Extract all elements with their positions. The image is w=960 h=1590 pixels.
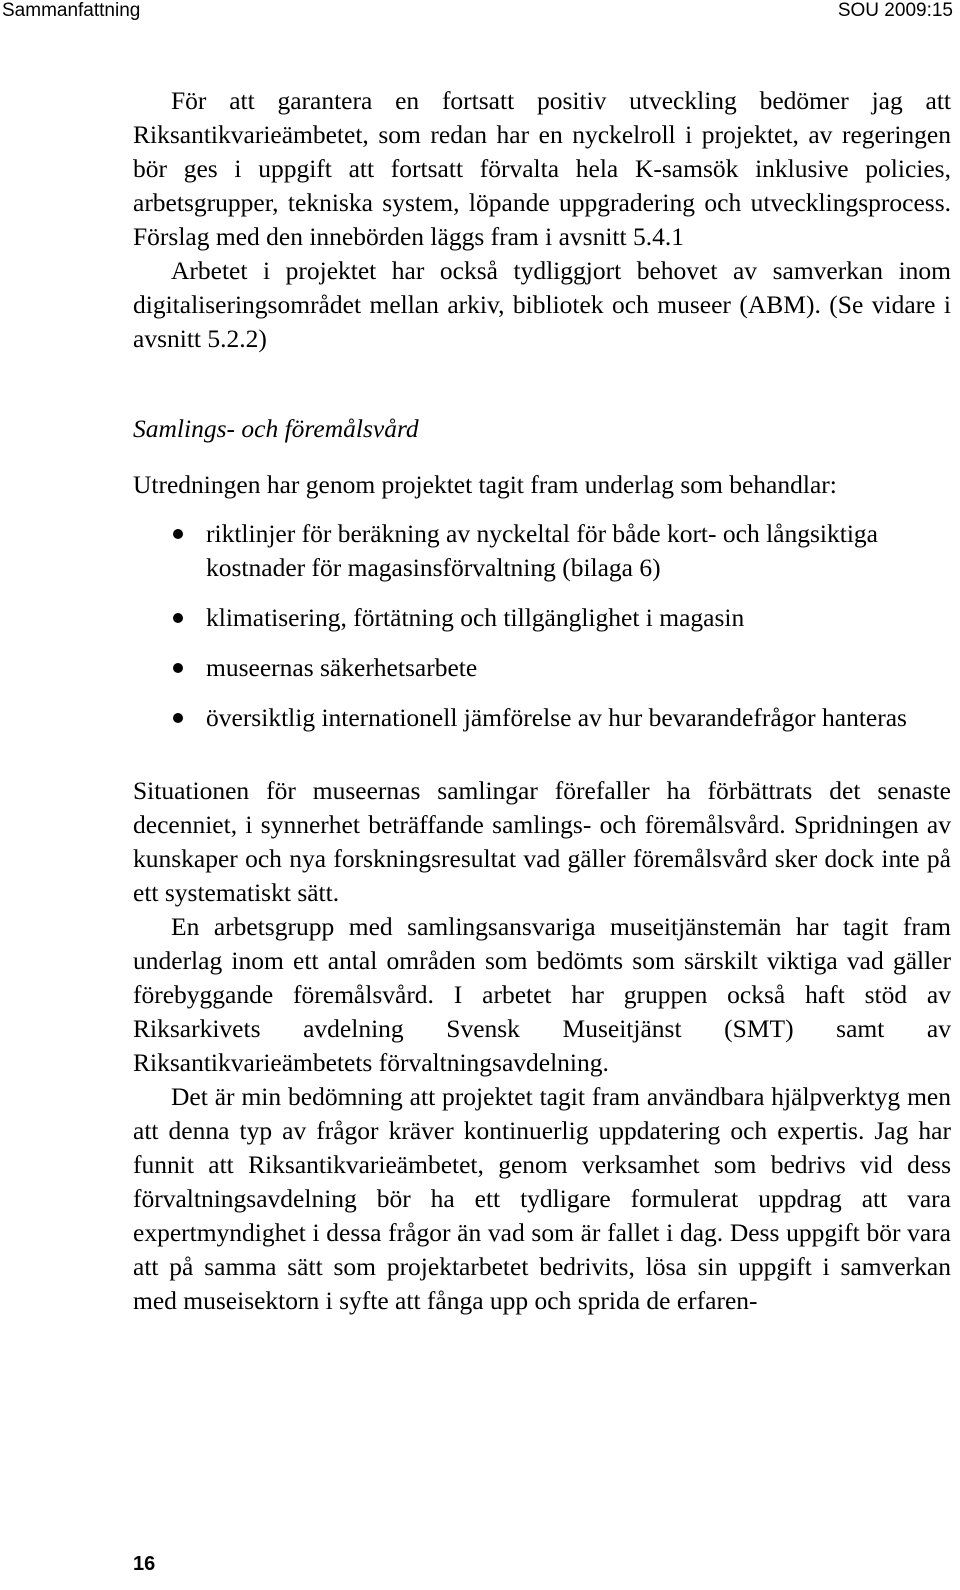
page-header — [0, 0, 960, 20]
bullet-icon — [173, 613, 183, 623]
spacer — [133, 356, 951, 412]
list-item — [133, 517, 951, 585]
list-item-text: museernas säkerhetsarbete — [206, 653, 478, 682]
section-heading: Samlings- och föremålsvård — [133, 414, 419, 443]
paragraph-collections-situation: Situationen för museernas samlingar förefaller ha förbättrats det senaste decenniet, i synnerhet beträffande samlings- och föremålsvård. Spridningen av kunskaper och nya forskningsresultat vad gäller föremålsvård sker dock inte på ett systematiskt sätt. — [133, 776, 951, 907]
bullet-icon — [173, 529, 183, 539]
list-item — [133, 651, 951, 685]
spacer — [133, 751, 951, 774]
list-item-text: klimatisering, förtätning och tillgänglighet i magasin — [206, 603, 745, 632]
spacer — [133, 446, 951, 468]
bullet-icon — [173, 713, 183, 723]
paragraph-abm-cooperation: Arbetet i projektet har också tydliggjort behovet av samverkan inom digitaliseringsområdet mellan arkiv, bibliotek och museer (ABM). (Se vidare i avsnitt 5.2.2) — [133, 256, 951, 353]
bullet-list — [133, 517, 951, 735]
running-header-document-id: SOU 2009:15 — [837, 0, 953, 21]
paragraph-working-group: En arbetsgrupp med samlingsansvariga museitjänstemän har tagit fram underlag inom ett antal områden som bedömts som särskilt viktiga vad gäller förebyggande föremålsvård. I arbetet har gruppen också haft stöd av Riksarkivets avdelning Svensk Museitjänst (SMT) samt av Riksantikvarieämbetets förvaltningsavdelning. — [133, 912, 951, 1077]
bullet-icon — [173, 663, 183, 673]
paragraph-intro: Utredningen har genom projektet tagit fram underlag som behandlar: — [133, 470, 837, 499]
list-item-text: översiktlig internationell jämförelse av hur bevarandefrågor hanteras — [206, 703, 907, 732]
list-item-text: riktlinjer för beräkning av nyckeltal för både kort- och långsiktiga kostnader för magasinsförvaltning (bilaga 6) — [206, 519, 878, 582]
running-header-section: Sammanfattning — [2, 0, 141, 21]
page-body — [133, 84, 951, 1318]
paragraph-assessment: Det är min bedömning att projektet tagit fram användbara hjälpverktyg men att denna typ av frågor kräver kontinuerlig uppdatering och expertis. Jag har funnit att Riksantikvarieämbetet, genom verksamhet som bedrivs vid dess förvaltningsavdelning bör ha ett tydligare formulerat uppdrag att vara expertmyndighet i dessa frågor än vad som är fallet i dag. Dess uppgift bör vara att på samma sätt som projektarbetet bedrivits, lösa sin uppgift i samverkan med museisektorn i syfte att fånga upp och sprida de erfaren- — [133, 1082, 951, 1315]
list-item — [133, 701, 951, 735]
page-number: 16 — [133, 1553, 156, 1575]
paragraph-k-samsok-proposal: För att garantera en fortsatt positiv utveckling bedömer jag att Riksantikvarieämbetet, som redan har en nyckelroll i projektet, av regeringen bör ges i uppgift att fortsatt förvalta hela K-samsök inklusive policies, arbetsgrupper, tekniska system, löpande uppgradering och utvecklingsprocess. Förslag med den innebörden läggs fram i avsnitt 5.4.1 — [133, 86, 951, 251]
list-item — [133, 601, 951, 635]
